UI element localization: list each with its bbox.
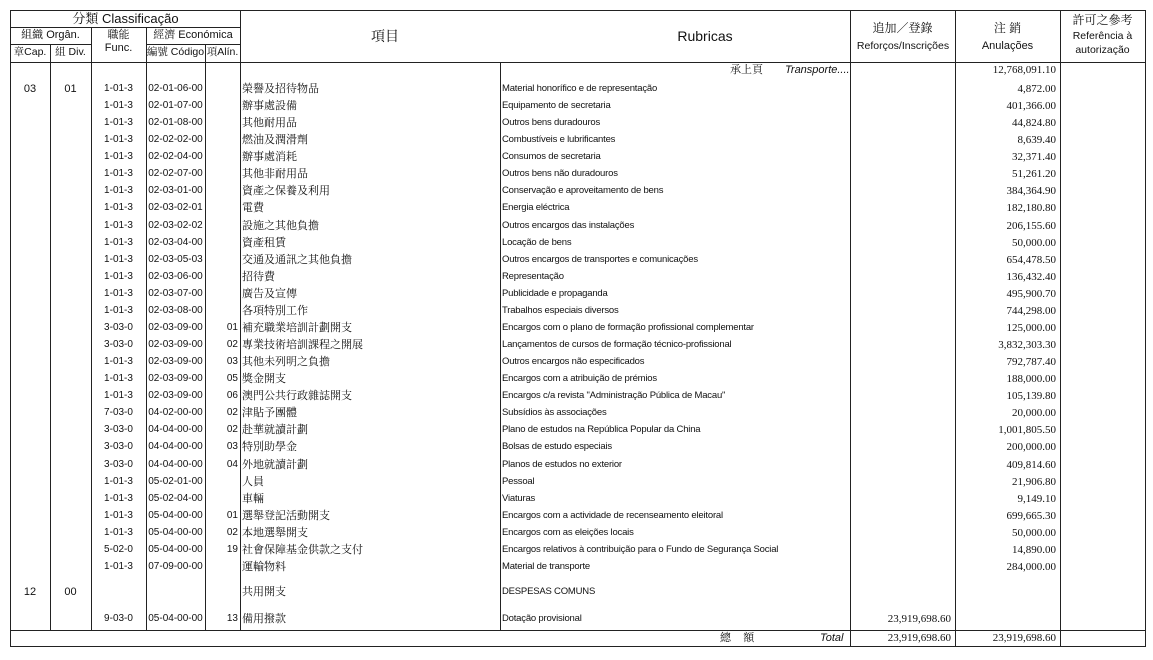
function-cell: 1-01-3: [104, 509, 133, 521]
codigo-cell: 02-02-07-00: [148, 168, 203, 180]
item-zh-cell: 榮譽及招待物品: [242, 83, 319, 95]
item-zh-cell: 共用開支: [242, 586, 286, 598]
rubrica-cell: Subsídios às associações: [502, 407, 607, 419]
item-zh-cell: 電費: [242, 202, 264, 215]
function-cell: 1-01-3: [104, 202, 133, 214]
function-cell: 1-01-3: [104, 151, 133, 163]
item-zh-cell: 各項特別工作: [242, 304, 308, 317]
rubrica-cell: Bolsas de estudo especiais: [502, 441, 612, 453]
codigo-cell: 02-03-09-00: [148, 321, 203, 333]
item-zh-cell: 招待費: [242, 270, 275, 283]
item-zh-cell: 外地就讀計劃: [242, 458, 308, 471]
item-zh-cell: 其他未列明之負擔: [242, 356, 330, 369]
function-cell: 1-01-3: [104, 253, 133, 265]
codigo-cell: 02-01-07-00: [148, 100, 203, 112]
item-zh-cell: 澳門公共行政雜誌開支: [242, 390, 352, 403]
anulacoes-cell: 50,000.00: [1012, 236, 1056, 249]
anulacoes-cell: 14,890.00: [1012, 543, 1056, 556]
rubrica-cell: Encargos relativos à contribuição para o Fundo de Segurança Social: [502, 543, 779, 555]
division-cell: 01: [64, 83, 77, 95]
codigo-cell: 05-02-01-00: [148, 475, 203, 487]
item-zh-cell: 赴華就讀計劃: [242, 424, 308, 437]
header-reforcos: Reforços/Inscrições: [856, 40, 950, 52]
function-cell: 1-01-3: [104, 185, 133, 197]
function-cell: 1-01-3: [104, 134, 133, 146]
codigo-cell: 04-04-00-00: [148, 458, 203, 470]
codigo-cell: 02-03-02-01: [148, 202, 203, 214]
total-label: Total: [820, 632, 844, 644]
codigo-cell: 02-02-04-00: [148, 151, 203, 163]
item-zh-cell: 資產之保養及利用: [242, 185, 330, 198]
item-zh-cell: 交通及通訊之其他負擔: [242, 253, 352, 266]
rubrica-cell: Encargos com a actividade de recenseamento eleitoral: [502, 509, 723, 521]
rubrica-cell: Lançamentos de cursos de formação técnico-profissional: [502, 339, 732, 351]
alinea-cell: 02: [226, 339, 238, 351]
header-func: Func.: [104, 42, 133, 54]
col-line-rubricas: [850, 10, 851, 646]
rubrica-cell: Dotação provisional: [502, 613, 582, 624]
anulacoes-cell: 206,155.60: [1006, 219, 1056, 232]
codigo-cell: 04-04-00-00: [148, 441, 203, 453]
rubrica-cell: Outros bens não duradouros: [502, 168, 618, 180]
header-classificacao: 分類 Classificação: [72, 11, 179, 26]
anulacoes-cell: 8,639.40: [1017, 134, 1056, 147]
item-zh-cell: 廣告及宣傳: [242, 287, 297, 300]
codigo-cell: 02-03-01-00: [148, 185, 203, 197]
header-anulacoes: Anulações: [981, 40, 1034, 52]
total-reforcos: 23,919,698.60: [887, 632, 951, 644]
rubrica-cell: Material de transporte: [502, 560, 591, 572]
function-cell: 5-02-0: [104, 543, 133, 555]
function-cell: 1-01-3: [104, 270, 133, 282]
rubrica-cell: Pessoal: [502, 475, 535, 487]
function-cell: 1-01-3: [104, 117, 133, 129]
anulacoes-cell: 32,371.40: [1012, 151, 1056, 164]
codigo-cell: 07-09-00-00: [148, 560, 203, 572]
function-cell: 7-03-0: [104, 407, 133, 419]
header-economica: 經濟 Económica: [153, 29, 233, 41]
rubrica-cell: Locação de bens: [502, 236, 572, 248]
anulacoes-cell: 3,832,303.30: [998, 339, 1056, 352]
item-zh-cell: 補充職業培訓計劃開支: [242, 321, 352, 334]
alinea-cell: 05: [226, 373, 238, 385]
item-zh-cell: 辦事處消耗: [242, 151, 297, 164]
function-cell: 1-01-3: [104, 475, 133, 487]
item-zh-cell: 設施之其他負擔: [242, 219, 319, 232]
item-zh-cell: 辦事處設備: [242, 100, 297, 113]
codigo-cell: 02-03-09-00: [148, 390, 203, 402]
header-organ: 組織 Orgân.: [21, 29, 80, 41]
header-reforcos-zh: 追加／登錄: [872, 21, 933, 35]
anulacoes-cell: 51,261.20: [1012, 168, 1056, 181]
codigo-cell: 02-03-05-03: [148, 253, 203, 265]
function-cell: 1-01-3: [104, 83, 133, 94]
item-zh-cell: 選舉登記活動開支: [242, 509, 330, 522]
alinea-cell: 03: [226, 356, 238, 368]
anulacoes-cell: 4,872.00: [1017, 83, 1056, 95]
function-cell: 1-01-3: [104, 100, 133, 112]
rubrica-cell: Combustíveis e lubrificantes: [502, 134, 616, 146]
header-alin: 項Alín.: [206, 46, 239, 58]
anulacoes-cell: 21,906.80: [1012, 475, 1056, 488]
rubrica-cell: Consumos de secretaria: [502, 151, 601, 163]
col-line-item: [500, 62, 501, 630]
rubrica-cell: Plano de estudos na República Popular da China: [502, 424, 701, 436]
codigo-cell: 05-04-00-00: [148, 526, 203, 538]
alinea-cell: 03: [226, 441, 238, 453]
header-line-2: [10, 44, 92, 45]
rubrica-cell: Representação: [502, 270, 564, 282]
item-zh-cell: 獎金開支: [242, 373, 286, 386]
anulacoes-cell: 1,001,805.50: [998, 424, 1056, 437]
function-cell: 1-01-3: [104, 356, 133, 368]
rubrica-cell: Encargos com as eleições locais: [502, 526, 634, 538]
header-cap: 章Cap.: [13, 46, 47, 58]
anulacoes-cell: 792,787.40: [1006, 356, 1056, 369]
division-cell: 00: [64, 586, 77, 598]
codigo-cell: 02-03-09-00: [148, 339, 203, 351]
function-cell: 1-01-3: [104, 304, 133, 316]
function-cell: 1-01-3: [104, 373, 133, 385]
codigo-cell: 02-01-08-00: [148, 117, 203, 129]
anulacoes-cell: 401,366.00: [1006, 100, 1056, 113]
codigo-cell: 02-03-04-00: [148, 236, 203, 248]
rubrica-cell: Conservação e aproveitamento de bens: [502, 185, 664, 197]
col-line-cap: [50, 44, 51, 630]
function-cell: 3-03-0: [104, 321, 133, 333]
rubrica-cell: Encargos com a atribuição de prémios: [502, 373, 657, 385]
function-cell: 1-01-3: [104, 492, 133, 504]
header-div: 組 Div.: [55, 46, 86, 58]
codigo-cell: 02-03-09-00: [148, 356, 203, 368]
function-cell: 1-01-3: [104, 526, 133, 538]
anulacoes-cell: 188,000.00: [1006, 373, 1056, 386]
codigo-cell: 04-04-00-00: [148, 424, 203, 436]
rubrica-cell: Trabalhos especiais diversos: [502, 304, 619, 316]
function-cell: 1-01-3: [104, 236, 133, 248]
codigo-cell: 05-04-00-00: [148, 613, 203, 624]
anulacoes-cell: 125,000.00: [1006, 321, 1056, 334]
anulacoes-cell: 284,000.00: [1006, 560, 1056, 573]
function-cell: 3-03-0: [104, 441, 133, 453]
header-codigo: 編號 Código: [146, 46, 205, 58]
alinea-cell: 01: [226, 509, 238, 521]
item-zh-cell: 資產租賃: [242, 236, 286, 249]
codigo-cell: 02-01-06-00: [148, 83, 203, 94]
item-zh-cell: 備用撥款: [242, 613, 286, 625]
rubrica-cell: Encargos com o plano de formação profissional complementar: [502, 321, 754, 333]
header-ref-2: autorização: [1075, 44, 1130, 56]
rubrica-cell: Outros encargos não especificados: [502, 356, 645, 368]
col-line-alin: [240, 10, 241, 630]
header-func-zh: 職能: [107, 29, 130, 41]
item-zh-cell: 燃油及潤滑劑: [242, 134, 308, 147]
item-zh-cell: 人員: [242, 475, 264, 488]
codigo-cell: 02-03-09-00: [148, 373, 203, 385]
rubrica-cell: DESPESAS COMUNS: [502, 586, 596, 597]
function-cell: 9-03-0: [104, 613, 133, 624]
item-zh-cell: 車輛: [242, 492, 264, 505]
anulacoes-cell: 50,000.00: [1012, 526, 1056, 539]
function-cell: 1-01-3: [104, 560, 133, 572]
header-line-2b: [146, 44, 241, 45]
header-item: 項目: [371, 28, 399, 44]
total-label-zh: 總 額: [720, 632, 755, 644]
item-zh-cell: 專業技術培訓課程之開展: [242, 339, 363, 352]
anulacoes-cell: 384,364.90: [1006, 185, 1056, 198]
codigo-cell: 02-03-08-00: [148, 304, 203, 316]
anulacoes-cell: 182,180.80: [1006, 202, 1056, 215]
anulacoes-cell: 699,665.30: [1006, 509, 1056, 522]
transport-anulacoes: 12,768,091.10: [992, 64, 1056, 76]
anulacoes-cell: 744,298.00: [1006, 304, 1056, 317]
codigo-cell: 02-02-02-00: [148, 134, 203, 146]
anulacoes-cell: 654,478.50: [1006, 253, 1056, 266]
rubrica-cell: Outros encargos de transportes e comunicações: [502, 253, 698, 265]
rubrica-cell: Energia eléctrica: [502, 202, 570, 214]
header-anulacoes-zh: 注 銷: [993, 21, 1022, 35]
codigo-cell: 02-03-07-00: [148, 287, 203, 299]
header-rubricas: Rubricas: [677, 28, 733, 44]
anulacoes-cell: 200,000.00: [1006, 441, 1056, 454]
function-cell: 3-03-0: [104, 424, 133, 436]
anulacoes-cell: 495,900.70: [1006, 287, 1056, 300]
rubrica-cell: Viaturas: [502, 492, 536, 504]
transport-label-zh: 承上頁: [730, 64, 763, 76]
rubrica-cell: Outros encargos das instalações: [502, 219, 635, 231]
alinea-cell: 02: [226, 526, 238, 538]
item-zh-cell: 其他耐用品: [242, 117, 297, 130]
codigo-cell: 05-02-04-00: [148, 492, 203, 504]
header-ref-zh: 許可之參考: [1072, 13, 1133, 27]
alinea-cell: 13: [226, 613, 238, 624]
rubrica-cell: Equipamento de secretaria: [502, 100, 611, 112]
alinea-cell: 02: [226, 407, 238, 419]
anulacoes-cell: 44,824.80: [1012, 117, 1056, 130]
col-line-anulacoes: [1060, 10, 1061, 646]
anulacoes-cell: 20,000.00: [1012, 407, 1056, 420]
anulacoes-cell: 409,814.60: [1006, 458, 1056, 471]
header-ref-1: Referência à: [1072, 30, 1133, 42]
item-zh-cell: 社會保障基金供款之支付: [242, 543, 363, 556]
anulacoes-cell: 105,139.80: [1006, 390, 1056, 403]
item-zh-cell: 其他非耐用品: [242, 168, 308, 181]
function-cell: 1-01-3: [104, 390, 133, 402]
alinea-cell: 04: [226, 458, 238, 470]
rubrica-cell: Encargos c/a revista "Administração Pública de Macau": [502, 390, 726, 402]
codigo-cell: 05-04-00-00: [148, 509, 203, 521]
alinea-cell: 01: [226, 321, 238, 333]
total-bottom: [10, 646, 1146, 647]
border-left: [10, 10, 11, 646]
anulacoes-cell: 136,432.40: [1006, 270, 1056, 283]
header-line-1: [10, 27, 241, 28]
function-cell: 3-03-0: [104, 339, 133, 351]
item-zh-cell: 特別助學金: [242, 441, 297, 454]
function-cell: 1-01-3: [104, 168, 133, 180]
border-right: [1145, 10, 1146, 646]
transport-label: Transporte....: [785, 64, 850, 76]
rubrica-cell: Outros bens duradouros: [502, 117, 601, 129]
rubrica-cell: Material honorífico e de representação: [502, 83, 658, 94]
anulacoes-cell: 9,149.10: [1017, 492, 1056, 505]
reforcos-cell: 23,919,698.60: [887, 613, 951, 625]
item-zh-cell: 本地選舉開支: [242, 526, 308, 539]
codigo-cell: 02-03-02-02: [148, 219, 203, 231]
total-anulacoes: 23,919,698.60: [992, 632, 1056, 644]
function-cell: 1-01-3: [104, 219, 133, 231]
chapter-cell: 12: [23, 586, 37, 598]
codigo-cell: 04-02-00-00: [148, 407, 203, 419]
codigo-cell: 02-03-06-00: [148, 270, 203, 282]
codigo-cell: 05-04-00-00: [148, 543, 203, 555]
alinea-cell: 06: [226, 390, 238, 402]
alinea-cell: 19: [226, 543, 238, 555]
function-cell: 3-03-0: [104, 458, 133, 470]
rubrica-cell: Planos de estudos no exterior: [502, 458, 622, 470]
chapter-cell: 03: [23, 83, 37, 95]
function-cell: 1-01-3: [104, 287, 133, 299]
alinea-cell: 02: [226, 424, 238, 436]
item-zh-cell: 津貼予團體: [242, 407, 297, 420]
item-zh-cell: 運輸物料: [242, 560, 286, 573]
rubrica-cell: Publicidade e propaganda: [502, 287, 608, 299]
